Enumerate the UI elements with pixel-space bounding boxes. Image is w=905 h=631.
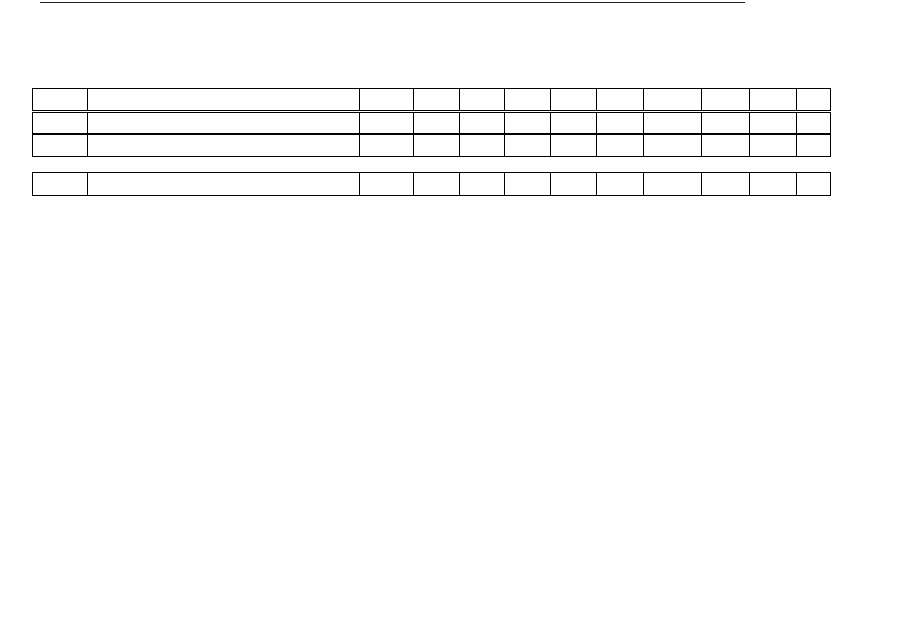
table-cell xyxy=(701,89,749,110)
table-cell xyxy=(796,89,832,110)
table-cell xyxy=(596,89,643,110)
table-cell xyxy=(749,113,796,133)
table-cell xyxy=(550,113,596,133)
table-cell xyxy=(413,113,459,133)
table-cell xyxy=(596,173,643,195)
table-row xyxy=(32,134,831,157)
table-row xyxy=(32,88,831,111)
table-cell xyxy=(87,89,359,110)
table-cell xyxy=(504,89,550,110)
table-cell xyxy=(87,173,359,195)
table-cell xyxy=(796,173,832,195)
table-cell xyxy=(413,173,459,195)
table-cell xyxy=(749,135,796,156)
table-cell xyxy=(550,89,596,110)
table-cell xyxy=(359,173,413,195)
table-cell xyxy=(596,135,643,156)
table-cell xyxy=(643,173,701,195)
table-cell xyxy=(643,113,701,133)
table-cell xyxy=(33,89,87,110)
table-cell xyxy=(33,173,87,195)
table-cell xyxy=(550,135,596,156)
top-rule xyxy=(40,2,745,3)
table-cell xyxy=(550,173,596,195)
table-cell xyxy=(33,135,87,156)
table-cell xyxy=(796,113,832,133)
table-cell xyxy=(459,173,504,195)
table-cell xyxy=(359,135,413,156)
table-cell xyxy=(701,135,749,156)
table-cell xyxy=(504,113,550,133)
table-cell xyxy=(643,89,701,110)
table-row xyxy=(32,112,831,134)
table-row-total-regional xyxy=(32,172,831,196)
table-cell xyxy=(87,113,359,133)
table-cell xyxy=(459,89,504,110)
table-cell xyxy=(459,113,504,133)
table-cell xyxy=(796,135,832,156)
table-cell xyxy=(504,135,550,156)
table-cell xyxy=(413,135,459,156)
table-cell xyxy=(33,113,87,133)
table-cell xyxy=(701,113,749,133)
table-cell xyxy=(504,173,550,195)
table-cell xyxy=(643,135,701,156)
table-cell xyxy=(749,173,796,195)
table-cell xyxy=(701,173,749,195)
table-cell xyxy=(359,113,413,133)
table-cell xyxy=(413,89,459,110)
table-cell xyxy=(749,89,796,110)
table-cell xyxy=(359,89,413,110)
table-cell xyxy=(87,135,359,156)
table-cell xyxy=(596,113,643,133)
table-cell xyxy=(459,135,504,156)
